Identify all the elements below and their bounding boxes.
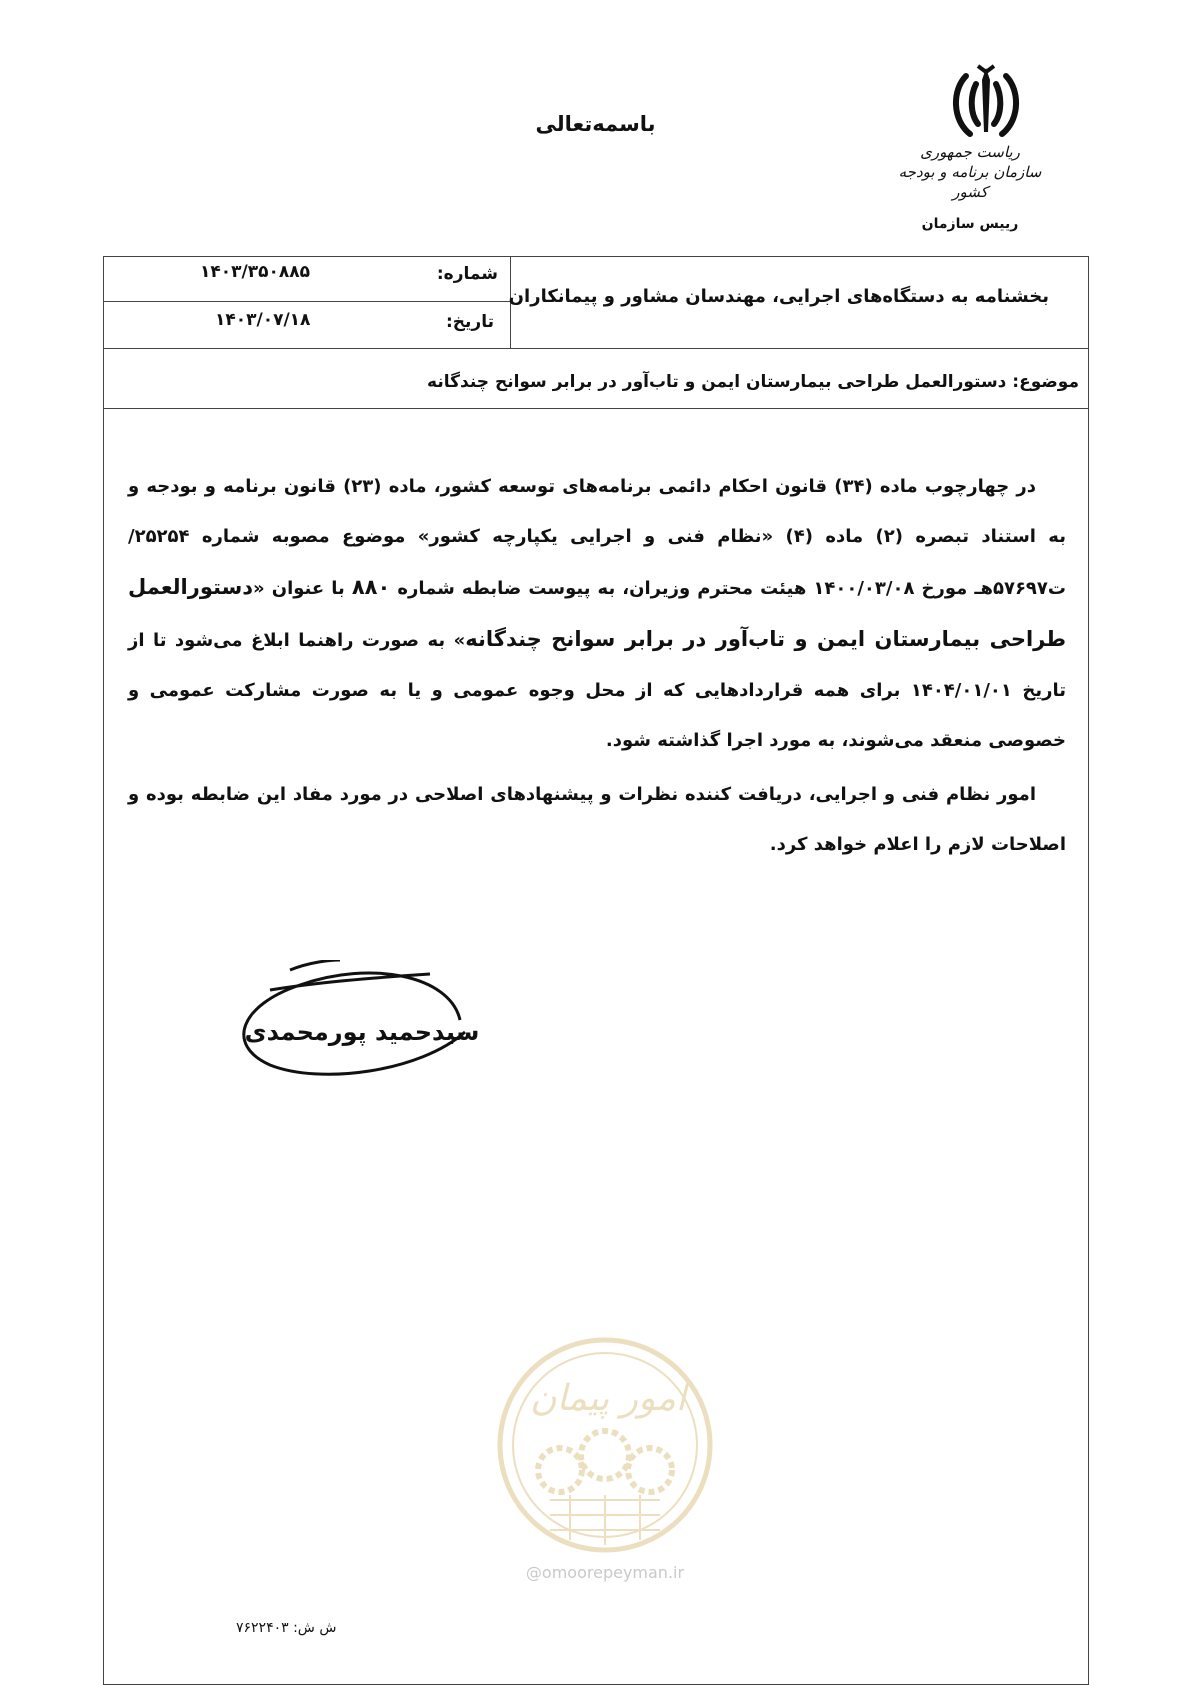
- date-label: تاریخ:: [446, 312, 494, 332]
- org-line-budget: سازمان برنامه و بودجه کشور: [898, 163, 1042, 201]
- org-line-presidency: ریاست جمهوری: [920, 143, 1020, 161]
- organization-name: [880, 142, 1060, 202]
- recipients: بخشنامه به دستگاه‌های اجرایی، مهندسان مشاور و پیمانکاران: [508, 286, 1049, 307]
- signature-image: [230, 960, 490, 1080]
- signature-name: سیدحمید پورمحمدی: [244, 1018, 480, 1046]
- watermark-website: @omoorepeyman.ir: [525, 1563, 685, 1582]
- paragraph-1-title-prefix: با عنوان «: [253, 578, 345, 599]
- iran-emblem-icon: [948, 62, 1024, 146]
- number-value: ۱۴۰۳/۳۵۰۸۸۵: [200, 262, 310, 282]
- bismillah-heading: باسمه‌تعالی: [535, 112, 656, 136]
- date-value: ۱۴۰۳/۰۷/۱۸: [215, 310, 311, 330]
- number-label: شماره:: [436, 264, 498, 284]
- office-title: رییس سازمان: [921, 216, 1019, 232]
- subject-bottom-line: [103, 408, 1089, 409]
- paragraph-1-intro: در چهارچوب ماده (۳۴) قانون احکام دائمی برنامه‌های توسعه کشور، ماده (۲۳) قانون برنامه و بودجه و به استناد تبصره (۲) ماده (۴) «نظام فنی و اجرایی یکپارچه کشور» موضوع مصوبه شماره ۲۵۲۵۴/ت۵۷۶۹۷هـ مورخ ۱۴۰۰/۰۳/۰۸ هیئت محترم وزیران، به پیوست ضابطه شماره: [128, 476, 1066, 599]
- standard-code: ۸۸۰: [351, 575, 391, 599]
- meta-divider: [103, 301, 510, 302]
- body-paragraph-2: امور نظام فنی و اجرایی، دریافت کننده نظرات و پیشنهادهای اصلاحی در مورد مفاد این ضابطه بوده و اصلاحات لازم را اعلام خواهد کرد.: [128, 784, 1066, 855]
- subject-line: موضوع: دستورالعمل طراحی بیمارستان ایمن و تاب‌آور در برابر سوانح چندگانه: [427, 372, 1079, 392]
- paragraph-1-end: » به صورت راهنما ابلاغ می‌شود تا از تاریخ ۱۴۰۴/۰۱/۰۱ برای همه قراردادهایی که از محل وجوه عمومی و یا به صورت مشارکت عمومی و خصوصی منعقد می‌شوند، به مورد اجرا گذاشته شود.: [128, 630, 1066, 751]
- header-bottom-line: [103, 348, 1089, 349]
- stamp-text: امور پیمان: [530, 1378, 686, 1419]
- body-paragraph-1: [128, 462, 1066, 766]
- footer-reference: ش ش: ۷۶۲۲۴۰۳: [236, 1620, 337, 1636]
- guideline-title: دستورالعمل طراحی بیمارستان ایمن و تاب‌آور در برابر سوانح چندگانه: [128, 575, 1066, 651]
- watermark-stamp: [490, 1330, 720, 1590]
- letter-body: [128, 462, 1066, 870]
